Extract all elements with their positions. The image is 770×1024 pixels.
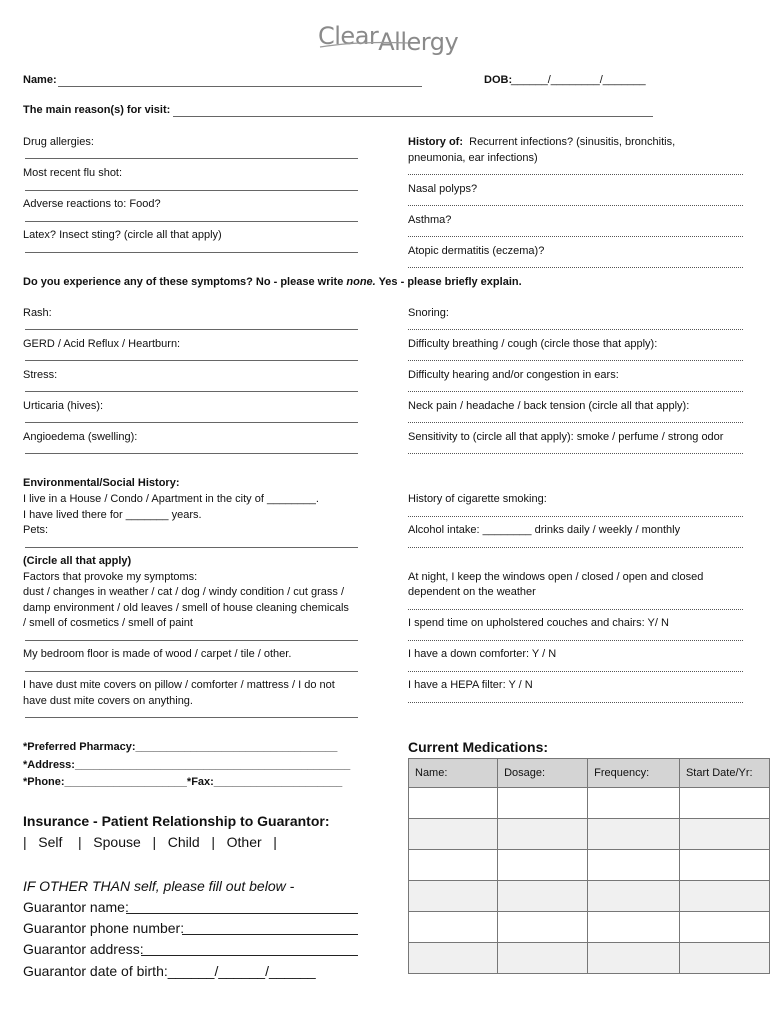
latex-field[interactable] — [25, 252, 358, 253]
medication-frequency-cell[interactable] — [588, 788, 680, 819]
env-circle-heading: (Circle all that apply) — [23, 555, 132, 567]
env-factors-field[interactable] — [25, 640, 358, 641]
medication-start-cell[interactable] — [679, 819, 769, 850]
adverse-field[interactable] — [25, 221, 358, 222]
symptom-hearing-field[interactable] — [408, 391, 743, 392]
env-factors-line2: dust / changes in weather / cat / dog / windy condition / cut grass / — [23, 586, 345, 598]
dob-label: DOB: — [484, 74, 513, 86]
medication-row — [409, 912, 770, 943]
guarantor-address-field[interactable] — [141, 955, 358, 956]
drug-allergies-label: Drug allergies: — [23, 136, 94, 148]
reason-label: The main reason(s) for visit: — [23, 104, 171, 116]
env-lived-for-label: I have lived there for _______ years. — [23, 509, 202, 521]
asthma-label: Asthma? — [408, 214, 452, 226]
down-comforter-field[interactable] — [408, 671, 743, 672]
reason-field[interactable] — [173, 116, 653, 117]
symptoms-heading-none: none. — [346, 276, 376, 288]
symptom-urticaria-label: Urticaria (hives): — [23, 400, 104, 412]
dob-field[interactable]: ______/________/_______ — [511, 74, 646, 86]
symptom-neck-label: Neck pain / headache / back tension (circle all that apply): — [408, 400, 690, 412]
medication-row — [409, 881, 770, 912]
recurrent-line2: pneumonia, ear infections) — [408, 152, 538, 164]
latex-label: Latex? Insect sting? (circle all that apply) — [23, 229, 222, 241]
col-name-header: Name: — [409, 759, 498, 788]
guarantor-dob-field[interactable]: Guarantor date of birth:______/______/______ — [23, 963, 316, 979]
symptom-breathing-field[interactable] — [408, 360, 743, 361]
medication-frequency-cell[interactable] — [588, 881, 680, 912]
guarantor-address-label: Guarantor address: — [23, 941, 144, 957]
nasal-polyps-label: Nasal polyps? — [408, 183, 478, 195]
env-factors-line4: / smell of cosmetics / smell of paint — [23, 617, 193, 629]
medication-dosage-cell[interactable] — [498, 881, 588, 912]
history-of-label: History of: — [408, 136, 463, 148]
symptom-rash-field[interactable] — [25, 329, 358, 330]
symptoms-heading — [23, 275, 522, 290]
couches-field[interactable] — [408, 640, 743, 641]
guarantor-name-field[interactable] — [126, 913, 358, 914]
col-frequency-header: Frequency: — [588, 759, 680, 788]
medication-frequency-cell[interactable] — [588, 850, 680, 881]
medication-name-cell[interactable] — [409, 912, 498, 943]
medication-dosage-cell[interactable] — [498, 819, 588, 850]
logo-swoosh-icon — [318, 40, 410, 50]
asthma-field[interactable] — [408, 236, 743, 237]
medication-name-cell[interactable] — [409, 943, 498, 974]
env-dustmite-line2: have dust mite covers on anything. — [23, 695, 193, 707]
medication-row — [409, 850, 770, 881]
alcohol-field[interactable] — [408, 547, 743, 548]
nasal-polyps-field[interactable] — [408, 205, 743, 206]
medication-dosage-cell[interactable] — [498, 912, 588, 943]
guarantor-phone-label: Guarantor phone number: — [23, 920, 185, 936]
medication-start-cell[interactable] — [679, 881, 769, 912]
adverse-label: Adverse reactions to: Food? — [23, 198, 161, 210]
recurrent-line1: Recurrent infections? (sinusitis, bronchitis, — [469, 136, 676, 148]
pharmacy-address-field[interactable]: *Address:_____________________________________________ — [23, 759, 351, 771]
symptom-sensitivity-field[interactable] — [408, 453, 743, 454]
alcohol-label: Alcohol intake: ________ drinks daily / weekly / monthly — [408, 524, 681, 536]
medication-row — [409, 788, 770, 819]
if-other-label: IF OTHER THAN self, please fill out below - — [23, 878, 295, 894]
guarantor-relationship-options[interactable]: | Self | Spouse | Child | Other | — [23, 834, 277, 850]
medication-start-cell[interactable] — [679, 850, 769, 881]
flu-shot-label: Most recent flu shot: — [23, 167, 123, 179]
night-windows-line2: dependent on the weather — [408, 586, 536, 598]
env-heading: Environmental/Social History: — [23, 477, 180, 489]
pharmacy-field[interactable]: *Preferred Pharmacy:_________________________________ — [23, 741, 338, 753]
medication-name-cell[interactable] — [409, 881, 498, 912]
symptoms-heading-part2: Yes - please briefly explain. — [375, 276, 522, 288]
symptom-angioedema-field[interactable] — [25, 453, 358, 454]
night-windows-line1: At night, I keep the windows open / closed / open and closed — [408, 571, 704, 583]
hepa-filter-label: I have a HEPA filter: Y / N — [408, 679, 533, 691]
symptom-rash-label: Rash: — [23, 307, 52, 319]
medication-row — [409, 819, 770, 850]
env-pets-label: Pets: — [23, 524, 49, 536]
medication-dosage-cell[interactable] — [498, 788, 588, 819]
medication-start-cell[interactable] — [679, 943, 769, 974]
medication-frequency-cell[interactable] — [588, 912, 680, 943]
env-factors-line3: damp environment / old leaves / smell of house cleaning chemicals — [23, 602, 349, 614]
env-factors-line1: Factors that provoke my symptoms: — [23, 571, 198, 583]
symptom-gerd-label: GERD / Acid Reflux / Heartburn: — [23, 338, 181, 350]
medications-heading: Current Medications: — [408, 739, 549, 755]
medication-row — [409, 943, 770, 974]
atopic-label: Atopic dermatitis (eczema)? — [408, 245, 545, 257]
env-dustmite-line1: I have dust mite covers on pillow / comforter / mattress / I do not — [23, 679, 335, 691]
smoking-field[interactable] — [408, 516, 743, 517]
recurrent-infections-label — [408, 135, 675, 150]
drug-allergies-field[interactable] — [25, 158, 358, 159]
env-pets-field[interactable] — [25, 547, 358, 548]
medication-frequency-cell[interactable] — [588, 819, 680, 850]
logo-text-allergy: Allergy — [378, 28, 459, 56]
medication-start-cell[interactable] — [679, 912, 769, 943]
env-floor-label: My bedroom floor is made of wood / carpet / tile / other. — [23, 648, 292, 660]
name-field[interactable] — [58, 86, 422, 87]
insurance-heading: Insurance - Patient Relationship to Guarantor: — [23, 813, 330, 829]
col-start-date-header: Start Date/Yr: — [679, 759, 769, 788]
col-dosage-header: Dosage: — [498, 759, 588, 788]
symptom-urticaria-field[interactable] — [25, 422, 358, 423]
symptom-gerd-field[interactable] — [25, 360, 358, 361]
night-windows-field[interactable] — [408, 609, 743, 610]
recurrent-field[interactable] — [408, 174, 743, 175]
down-comforter-label: I have a down comforter: Y / N — [408, 648, 557, 660]
env-live-label: I live in a House / Condo / Apartment in the city of ________. — [23, 493, 319, 505]
symptom-snoring-field[interactable] — [408, 329, 743, 330]
medications-header-row — [409, 759, 770, 788]
medication-name-cell[interactable] — [409, 819, 498, 850]
symptoms-heading-part1: Do you experience any of these symptoms? No - please write — [23, 276, 347, 288]
logo-text-clear: Clear — [318, 22, 379, 50]
symptom-stress-field[interactable] — [25, 391, 358, 392]
symptom-snoring-label: Snoring: — [408, 307, 449, 319]
guarantor-name-label: Guarantor name: — [23, 899, 129, 915]
medication-dosage-cell[interactable] — [498, 850, 588, 881]
medication-frequency-cell[interactable] — [588, 943, 680, 974]
medication-start-cell[interactable] — [679, 788, 769, 819]
medications-table — [408, 758, 770, 974]
symptom-breathing-label: Difficulty breathing / cough (circle those that apply): — [408, 338, 658, 350]
name-label: Name: — [23, 74, 57, 86]
medication-name-cell[interactable] — [409, 850, 498, 881]
smoking-label: History of cigarette smoking: — [408, 493, 547, 505]
symptom-sensitivity-label: Sensitivity to (circle all that apply): smoke / perfume / strong odor — [408, 431, 724, 443]
symptom-stress-label: Stress: — [23, 369, 58, 381]
hepa-filter-field[interactable] — [408, 702, 743, 703]
medication-dosage-cell[interactable] — [498, 943, 588, 974]
symptom-angioedema-label: Angioedema (swelling): — [23, 431, 138, 443]
medication-name-cell[interactable] — [409, 788, 498, 819]
env-floor-field[interactable] — [25, 671, 358, 672]
guarantor-phone-field[interactable] — [182, 934, 358, 935]
symptom-neck-field[interactable] — [408, 422, 743, 423]
atopic-field[interactable] — [408, 267, 743, 268]
symptom-hearing-label: Difficulty hearing and/or congestion in ears: — [408, 369, 619, 381]
pharmacy-phone-fax-field[interactable]: *Phone:____________________*Fax:_____________________ — [23, 776, 343, 788]
flu-shot-field[interactable] — [25, 190, 358, 191]
env-dustmite-field[interactable] — [25, 717, 358, 718]
couches-label: I spend time on upholstered couches and chairs: Y/ N — [408, 617, 669, 629]
